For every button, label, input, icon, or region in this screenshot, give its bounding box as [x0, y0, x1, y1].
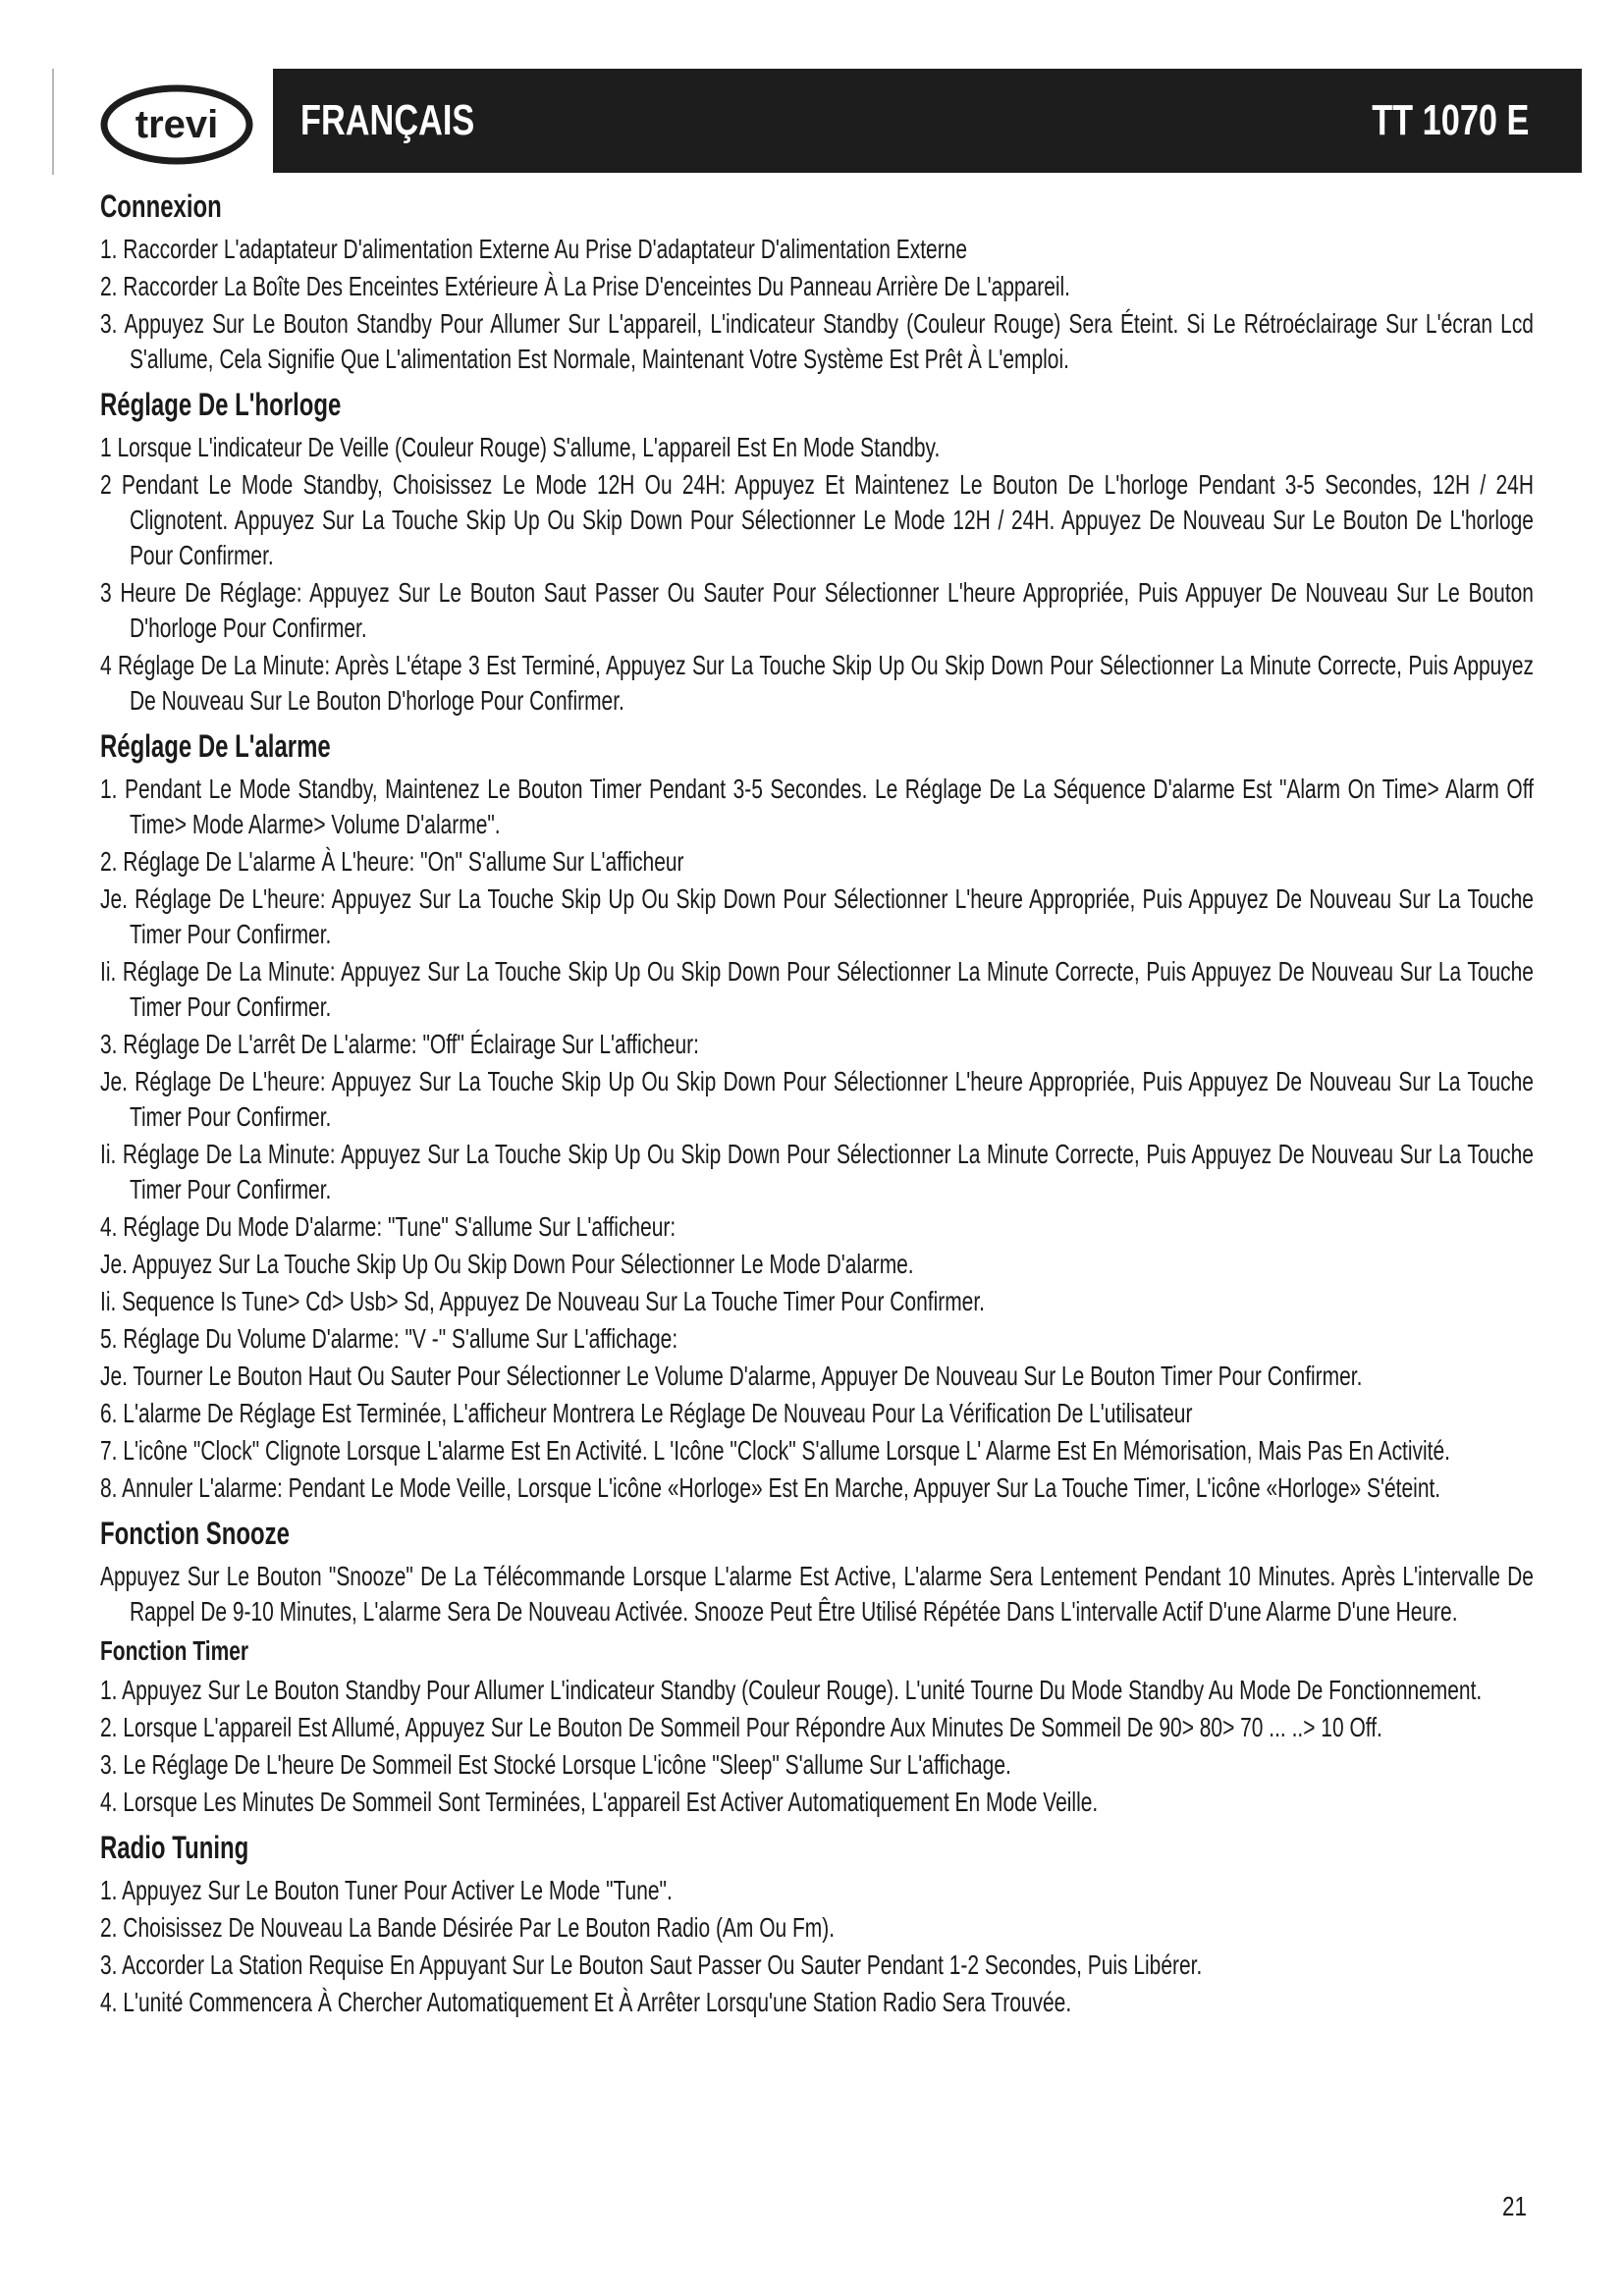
section-title: Réglage De L'horloge	[100, 387, 342, 422]
instruction-item: 1. Raccorder L'adaptateur D'alimentation Externe Au Prise D'adaptateur D'alimentation Externe	[100, 234, 967, 264]
instruction-item: 4 Réglage De La Minute: Après L'étape 3 Est Terminé, Appuyez Sur La Touche Skip Up Ou Skip Down Pour Sélectionner La Minute Correcte, Puis Appuyez De Nouveau Sur Le Bouton D'horloge Pour Confirmer.	[100, 650, 1534, 716]
instruction-item: 4. Réglage Du Mode D'alarme: "Tune" S'allume Sur L'afficheur:	[100, 1211, 677, 1242]
instruction-item: 3 Heure De Réglage: Appuyez Sur Le Bouton Saut Passer Ou Sauter Pour Sélectionner L'heure Appropriée, Puis Appuyer De Nouveau Sur Le Bouton D'horloge Pour Confirmer.	[100, 577, 1534, 643]
header-language: FRANÇAIS	[300, 96, 475, 144]
section-title: Radio Tuning	[100, 1830, 249, 1865]
header-bar	[273, 69, 1582, 173]
instruction-item: 2. Lorsque L'appareil Est Allumé, Appuyez Sur Le Bouton De Sommeil Pour Répondre Aux Minutes De Sommeil De 90> 80> 70 ... ..> 10 Off.	[100, 1712, 1382, 1742]
instruction-item: 4. L'unité Commencera À Chercher Automatiquement Et À Arrêter Lorsqu'une Station Radio Sera Trouvée.	[100, 1987, 1072, 2017]
page-number: 21	[1502, 2191, 1527, 2221]
instruction-item: Ii. Réglage De La Minute: Appuyez Sur La Touche Skip Up Ou Skip Down Pour Sélectionner La Minute Correcte, Puis Appuyez De Nouveau Sur La Touche Timer Pour Confirmer.	[100, 1139, 1534, 1204]
margin-rule	[52, 69, 54, 175]
manual-content	[100, 179, 1534, 2022]
instruction-item: 3. Le Réglage De L'heure De Sommeil Est Stocké Lorsque L'icône "Sleep" S'allume Sur L'affichage.	[100, 1749, 1011, 1780]
logo-text: trevi	[135, 103, 219, 146]
instruction-item: 3. Réglage De L'arrêt De L'alarme: "Off" Éclairage Sur L'afficheur:	[100, 1029, 699, 1059]
instruction-item: 1. Appuyez Sur Le Bouton Standby Pour Allumer L'indicateur Standby (Couleur Rouge). L'unité Tourne Du Mode Standby Au Mode De Fonctionnement.	[100, 1675, 1483, 1705]
instruction-item: Je. Réglage De L'heure: Appuyez Sur La Touche Skip Up Ou Skip Down Pour Sélectionner L'heure Appropriée, Puis Appuyez De Nouveau Sur La Touche Timer Pour Confirmer.	[100, 883, 1534, 949]
instruction-item: 3. Appuyez Sur Le Bouton Standby Pour Allumer Sur L'appareil, L'indicateur Standby (Couleur Rouge) Sera Éteint. Si Le Rétroéclairage Sur L'écran Lcd S'allume, Cela Signifie Que L'alimentation Est Normale, Maintenant Votre Système Est Prêt À L'emploi.	[100, 308, 1534, 374]
instruction-item: 1 Lorsque L'indicateur De Veille (Couleur Rouge) S'allume, L'appareil Est En Mode Standby.	[100, 432, 941, 462]
instruction-item: Ii. Réglage De La Minute: Appuyez Sur La Touche Skip Up Ou Skip Down Pour Sélectionner La Minute Correcte, Puis Appuyez De Nouveau Sur La Touche Timer Pour Confirmer.	[100, 956, 1534, 1022]
instruction-item: 8. Annuler L'alarme: Pendant Le Mode Veille, Lorsque L'icône «Horloge» Est En Marche, Appuyer Sur La Touche Timer, L'icône «Horloge» S'éteint.	[100, 1472, 1441, 1503]
instruction-item: 2. Choisissez De Nouveau La Bande Désirée Par Le Bouton Radio (Am Ou Fm).	[100, 1912, 836, 1943]
section-title: Réglage De L'alarme	[100, 728, 331, 764]
section-title: Fonction Timer	[100, 1635, 249, 1666]
instruction-item: 1. Pendant Le Mode Standby, Maintenez Le Bouton Timer Pendant 3-5 Secondes. Le Réglage De La Séquence D'alarme Est "Alarm On Time> Alarm Off Time> Mode Alarme> Volume D'alarme".	[100, 774, 1534, 839]
content-inner	[100, 187, 1534, 2020]
instruction-item: Je. Appuyez Sur La Touche Skip Up Ou Skip Down Pour Sélectionner Le Mode D'alarme.	[100, 1249, 914, 1279]
instruction-item: 7. L'icône "Clock" Clignote Lorsque L'alarme Est En Activité. L 'Icône "Clock" S'allume Lorsque L' Alarme Est En Mémorisation, Mais Pas En Activité.	[100, 1435, 1450, 1466]
trevi-logo	[98, 82, 255, 167]
instruction-item: 3. Accorder La Station Requise En Appuyant Sur Le Bouton Saut Passer Ou Sauter Pendant 1-2 Secondes, Puis Libérer.	[100, 1949, 1203, 1980]
instruction-item: Ii. Sequence Is Tune> Cd> Usb> Sd, Appuyez De Nouveau Sur La Touche Timer Pour Confirmer.	[100, 1286, 985, 1316]
instruction-item: Appuyez Sur Le Bouton "Snooze" De La Télécommande Lorsque L'alarme Est Active, L'alarme Sera Lentement Pendant 10 Minutes. Après L'intervalle De Rappel De 9-10 Minutes, L'alarme Sera De Nouveau Activée. Snooze Peut Être Utilisé Répétée Dans L'intervalle Actif D'une Alarme D'une Heure.	[100, 1561, 1534, 1627]
header-model: TT 1070 E	[1371, 96, 1529, 144]
instruction-item: Je. Réglage De L'heure: Appuyez Sur La Touche Skip Up Ou Skip Down Pour Sélectionner L'heure Appropriée, Puis Appuyez De Nouveau Sur La Touche Timer Pour Confirmer.	[100, 1066, 1534, 1132]
instruction-item: 2 Pendant Le Mode Standby, Choisissez Le Mode 12H Ou 24H: Appuyez Et Maintenez Le Bouton De L'horloge Pendant 3-5 Secondes, 12H / 24H Clignotent. Appuyez Sur La Touche Skip Up Ou Skip Down Pour Sélectionner Le Mode 12H / 24H. Appuyez De Nouveau Sur Le Bouton De L'horloge Pour Confirmer.	[100, 469, 1534, 570]
section-title: Fonction Snooze	[100, 1516, 290, 1551]
instruction-item: 5. Réglage Du Volume D'alarme: "V -" S'allume Sur L'affichage:	[100, 1323, 678, 1354]
instruction-item: 4. Lorsque Les Minutes De Sommeil Sont Terminées, L'appareil Est Activer Automatiquement En Mode Veille.	[100, 1787, 1099, 1817]
instruction-item: 1. Appuyez Sur Le Bouton Tuner Pour Activer Le Mode "Tune".	[100, 1875, 673, 1905]
instruction-item: 2. Raccorder La Boîte Des Enceintes Extérieure À La Prise D'enceintes Du Panneau Arrière De L'appareil.	[100, 271, 1071, 301]
section-title: Connexion	[100, 188, 222, 224]
instruction-item: Je. Tourner Le Bouton Haut Ou Sauter Pour Sélectionner Le Volume D'alarme, Appuyer De Nouveau Sur Le Bouton Timer Pour Confirmer.	[100, 1361, 1363, 1391]
instruction-item: 2. Réglage De L'alarme À L'heure: "On" S'allume Sur L'afficheur	[100, 846, 684, 877]
instruction-item: 6. L'alarme De Réglage Est Terminée, L'afficheur Montrera Le Réglage De Nouveau Pour La Vérification De L'utilisateur	[100, 1398, 1193, 1428]
